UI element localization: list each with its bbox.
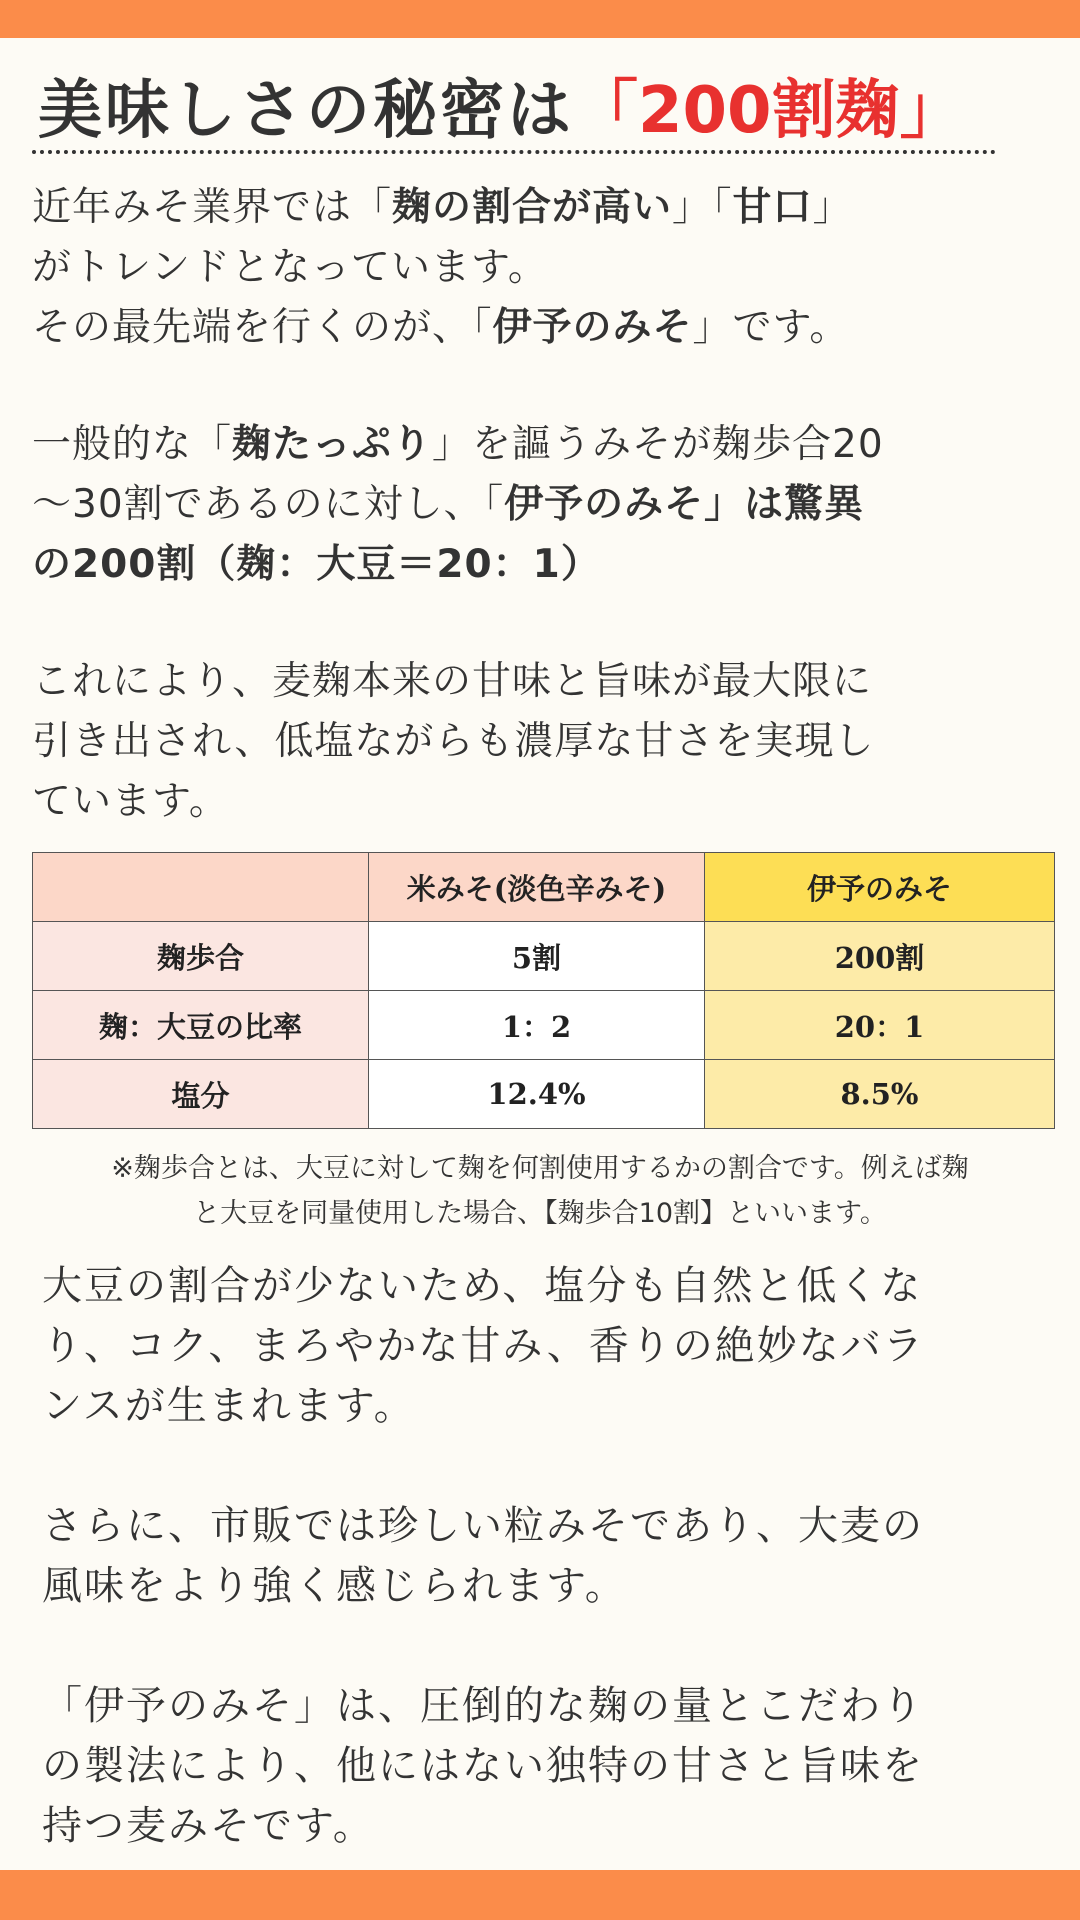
table-row xyxy=(33,991,1055,1060)
intro-text: 」 xyxy=(812,185,853,230)
closing-line-1: 「伊予のみそ」は、圧倒的な麹の量とこだわり xyxy=(42,1683,924,1729)
result-line-2: 引き出され、低塩ながらも濃厚な甘さを実現し xyxy=(32,719,875,764)
row-label-koji-ratio: 麹歩合 xyxy=(33,922,369,991)
balance-line-1: 大豆の割合が少ないため、塩分も自然と低くな xyxy=(42,1263,923,1309)
intro-line-3 xyxy=(32,305,849,350)
cell-iyo-value: 8.5% xyxy=(705,1060,1055,1129)
cell-kome-value: 5割 xyxy=(369,922,705,991)
ratio-line-1 xyxy=(32,422,884,467)
top-accent-band xyxy=(0,0,1080,38)
closing-line-3: 持つ麦みそです。 xyxy=(42,1803,375,1849)
intro-text: 近年みそ業界では「 xyxy=(32,185,393,230)
intro-paragraph xyxy=(32,178,1042,358)
grain-line-1: さらに、市販では珍しい粒みそであり、大麦の xyxy=(42,1503,924,1549)
result-paragraph xyxy=(32,652,1042,832)
closing-line-2: の製法により、他にはない独特の甘さと旨味を xyxy=(42,1743,924,1789)
intro-emphasis-koji: 麹の割合が高い xyxy=(392,185,673,230)
title-dotted-rule xyxy=(32,150,996,154)
footnote-line-1: ※麹歩合とは、大豆に対して麹を何割使用するかの割合です。例えば麹 xyxy=(111,1153,969,1184)
balance-paragraph xyxy=(42,1256,1052,1436)
page-title xyxy=(38,66,964,156)
ratio-text: ～30割であるのに対し、「 xyxy=(32,482,505,527)
ratio-emphasis-koji: 麹たっぷり xyxy=(232,422,433,467)
ratio-line-3: の200割（麹：大豆＝20：1） xyxy=(32,542,601,587)
balance-line-3: ンスが生まれます。 xyxy=(42,1383,416,1429)
grain-line-2: 風味をより強く感じられます。 xyxy=(42,1563,627,1609)
cell-iyo-value: 200割 xyxy=(705,922,1055,991)
table-row xyxy=(33,922,1055,991)
ratio-line-2 xyxy=(32,482,864,527)
row-label-koji-soy-ratio: 麹：大豆の比率 xyxy=(33,991,369,1060)
intro-line-2: がトレンドとなっています。 xyxy=(32,245,548,290)
balance-line-2: り、コク、まろやかな甘み、香りの絶妙なバラ xyxy=(42,1323,925,1369)
comparison-table xyxy=(32,852,1055,1129)
intro-text: その最先端を行くのが、「 xyxy=(32,305,493,350)
table-header-kome: 米みそ(淡色辛みそ) xyxy=(369,853,705,922)
closing-paragraph xyxy=(42,1676,1052,1856)
result-line-1: これにより、麦麹本来の甘味と旨味が最大限に xyxy=(32,659,873,704)
result-line-3: ています。 xyxy=(32,779,229,824)
footnote-line-2: と大豆を同量使用した場合、【麹歩合10割】といいます。 xyxy=(193,1198,887,1229)
intro-text: 」です。 xyxy=(692,305,850,350)
cell-kome-value: 12.4% xyxy=(369,1060,705,1129)
cell-iyo-value: 20：1 xyxy=(705,991,1055,1060)
table-header-iyo: 伊予のみそ xyxy=(705,853,1055,922)
cell-kome-value: 1：2 xyxy=(369,991,705,1060)
table-header-corner xyxy=(33,853,369,922)
table-row xyxy=(33,1060,1055,1129)
table-header-row xyxy=(33,853,1055,922)
intro-emphasis-amakuchi: 甘口 xyxy=(732,185,813,230)
bottom-accent-band xyxy=(0,1870,1080,1920)
intro-emphasis-iyo: 伊予のみそ xyxy=(492,305,693,350)
ratio-text: 」を謳うみそが麹歩合20 xyxy=(432,422,884,467)
intro-text: 」「 xyxy=(672,185,733,230)
title-accent: 「200割麹」 xyxy=(574,74,964,148)
intro-line-1 xyxy=(32,185,853,230)
ratio-paragraph xyxy=(32,415,1042,595)
row-label-salt: 塩分 xyxy=(33,1060,369,1129)
footnote xyxy=(0,1146,1080,1236)
ratio-emphasis-iyo: 伊予のみそ」は驚異 xyxy=(504,482,865,527)
grain-paragraph xyxy=(42,1496,1052,1616)
ratio-text: 一般的な「 xyxy=(32,422,233,467)
title-main: 美味しさの秘密は xyxy=(38,74,574,148)
